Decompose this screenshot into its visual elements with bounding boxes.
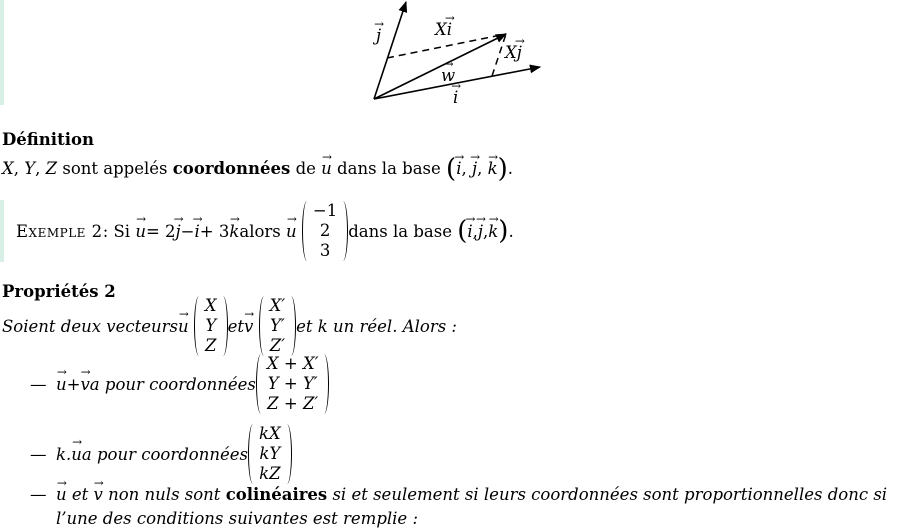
property-item-sum: — → u + → v a pour coordonnées X + X′ Y + Y′ Z + Z′ xyxy=(30,350,329,418)
label-xj: X→ j xyxy=(505,43,522,62)
vector-diagram xyxy=(360,0,560,112)
definition-title: Définition xyxy=(2,130,94,149)
sum-coords-matrix: X + X′ Y + Y′ Z + Z′ xyxy=(256,354,330,414)
u-coords-matrix: X Y Z xyxy=(194,296,228,356)
scalar-coords-matrix: kX kY kZ xyxy=(248,424,292,484)
vector-w-arrow xyxy=(374,34,506,99)
label-i: → i xyxy=(453,88,458,107)
accent-bar-top xyxy=(0,0,4,105)
properties-intro: Soient deux vecteurs → u X Y Z et → v X′ Y′ Z′ et k un réel. Alors : xyxy=(2,284,457,348)
definition-text: X, Y, Z sont appelés coordonnées de → u dans la base (→ i, → j, → k). xyxy=(2,154,513,184)
example-coords-matrix: −1 2 3 xyxy=(302,201,348,261)
property-item-scalar: — k. → u a pour coordonnées kX kY kZ xyxy=(30,422,292,486)
v-coords-matrix: X′ Y′ Z′ xyxy=(259,296,297,356)
property-item-colinear: —→ u et → v non nuls sont colinéaires si et seulement si leurs coordonnées sont proportionnelles donc si xyxy=(30,485,887,504)
label-xi: X→ i xyxy=(435,20,452,39)
accent-bar-example xyxy=(0,200,4,262)
property-item-colinear-line2: l’une des conditions suivantes est remplie : xyxy=(56,509,419,528)
label-j: → j xyxy=(376,26,381,45)
example-2: Exemple 2 : Si → u = 2 → j − → i + 3 → k alors → u −1 2 3 dans la base ( → i , → j , → k ) . xyxy=(16,201,514,261)
label-w: → w xyxy=(441,66,455,85)
properties-title: Propriétés 2 xyxy=(2,282,116,301)
